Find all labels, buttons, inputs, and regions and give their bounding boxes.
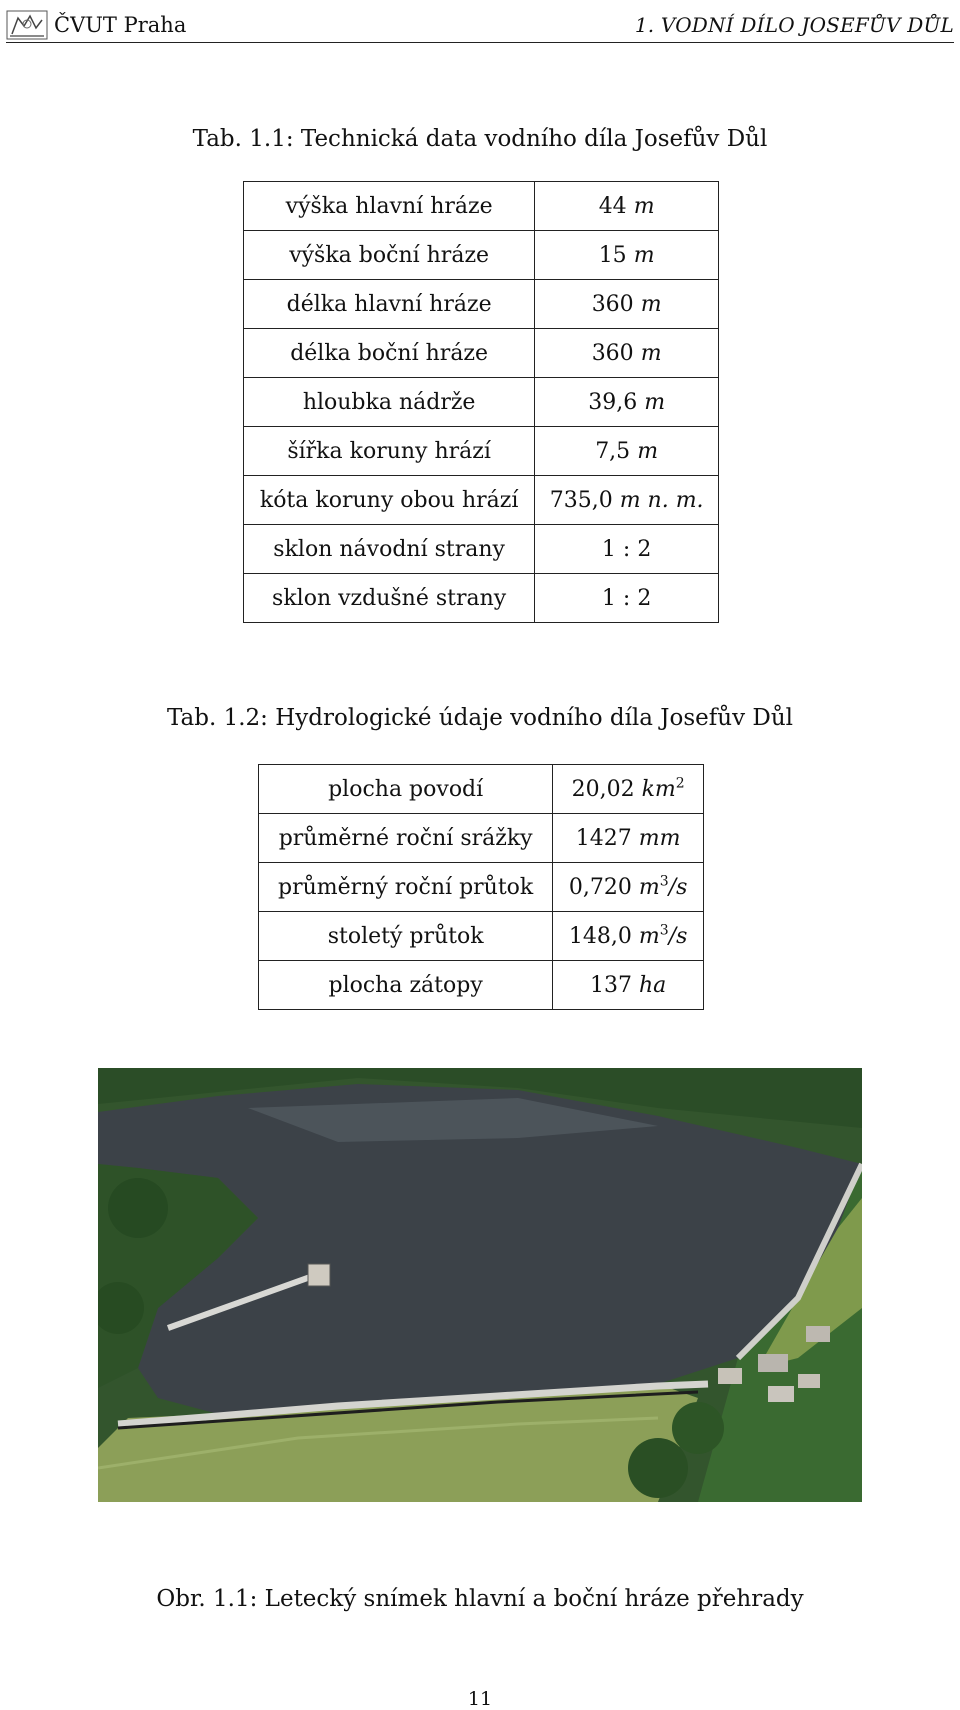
header-chapter: 1. VODNÍ DÍLO JOSEFŮV DŮL [634, 13, 954, 37]
value-number: 1 : 2 [601, 536, 652, 562]
row-value [535, 427, 719, 476]
header-left [6, 10, 186, 40]
value-unit: m n. m. [619, 487, 704, 513]
row-value [553, 961, 704, 1010]
page-number: 11 [467, 1688, 493, 1710]
value-unit: km [641, 776, 676, 802]
value-number: 20,02 [571, 776, 635, 802]
value-unit: m [633, 193, 655, 219]
table-row [244, 427, 719, 476]
unit-exponent: 3 [659, 873, 669, 890]
table-row [244, 378, 719, 427]
row-label: výška hlavní hráze [244, 182, 535, 231]
row-value [535, 574, 719, 623]
row-label: průměrné roční srážky [259, 814, 553, 863]
table-row [259, 961, 704, 1010]
value-unit: m [640, 340, 662, 366]
value-unit: m [638, 874, 660, 900]
row-label: plocha zátopy [259, 961, 553, 1010]
value-number: 137 [590, 972, 632, 998]
hydrological-data-table [258, 764, 704, 1010]
row-label: stoletý průtok [259, 912, 553, 961]
value-number: 360 [591, 340, 634, 366]
table-row [259, 863, 704, 912]
row-label: průměrný roční průtok [259, 863, 553, 912]
table1-caption: Tab. 1.1: Technická data vodního díla Josefův Důl [192, 126, 768, 152]
table-row [244, 280, 719, 329]
value-unit: m [638, 923, 660, 949]
table-row [244, 525, 719, 574]
unit-suffix: /s [668, 874, 688, 900]
row-value [553, 814, 704, 863]
row-value [535, 525, 719, 574]
value-number: 1 : 2 [601, 585, 652, 611]
row-label: hloubka nádrže [244, 378, 535, 427]
table-row [259, 814, 704, 863]
row-value [535, 231, 719, 280]
value-number: 39,6 [588, 389, 638, 415]
value-unit: mm [638, 825, 681, 851]
row-label: délka boční hráze [244, 329, 535, 378]
row-value [553, 863, 704, 912]
table-row [244, 329, 719, 378]
technical-data-table [243, 181, 719, 623]
figure-caption: Obr. 1.1: Letecký snímek hlavní a boční hráze přehrady [156, 1586, 804, 1612]
row-value [535, 476, 719, 525]
page-header [6, 8, 954, 43]
table-row [259, 912, 704, 961]
table-row [259, 765, 704, 814]
value-unit: m [637, 438, 659, 464]
row-value [535, 182, 719, 231]
unit-exponent: 3 [659, 922, 669, 939]
unit-suffix: /s [668, 923, 688, 949]
aerial-dam-photo [98, 1068, 862, 1502]
table-row [244, 182, 719, 231]
value-number: 735,0 [549, 487, 613, 513]
row-label: délka hlavní hráze [244, 280, 535, 329]
row-value [535, 378, 719, 427]
university-logo-icon [6, 10, 48, 40]
value-number: 360 [591, 291, 634, 317]
value-unit: m [644, 389, 666, 415]
unit-exponent: 2 [675, 775, 685, 792]
row-label: kóta koruny obou hrází [244, 476, 535, 525]
value-number: 0,720 [568, 874, 632, 900]
row-label: výška boční hráze [244, 231, 535, 280]
value-number: 7,5 [595, 438, 631, 464]
row-label: plocha povodí [259, 765, 553, 814]
row-value [553, 912, 704, 961]
value-number: 148,0 [568, 923, 632, 949]
value-number: 1427 [575, 825, 632, 851]
table-row [244, 574, 719, 623]
value-unit: ha [639, 972, 667, 998]
table2-caption: Tab. 1.2: Hydrologické údaje vodního díla Josefův Důl [166, 705, 794, 731]
value-unit: m [640, 291, 662, 317]
row-label: sklon vzdušné strany [244, 574, 535, 623]
row-value [535, 280, 719, 329]
value-number: 44 [598, 193, 627, 219]
value-number: 15 [598, 242, 627, 268]
row-value [553, 765, 704, 814]
table-row [244, 476, 719, 525]
value-unit: m [633, 242, 655, 268]
header-institution: ČVUT Praha [54, 13, 187, 37]
row-label: šířka koruny hrází [244, 427, 535, 476]
row-label: sklon návodní strany [244, 525, 535, 574]
table-row [244, 231, 719, 280]
row-value [535, 329, 719, 378]
